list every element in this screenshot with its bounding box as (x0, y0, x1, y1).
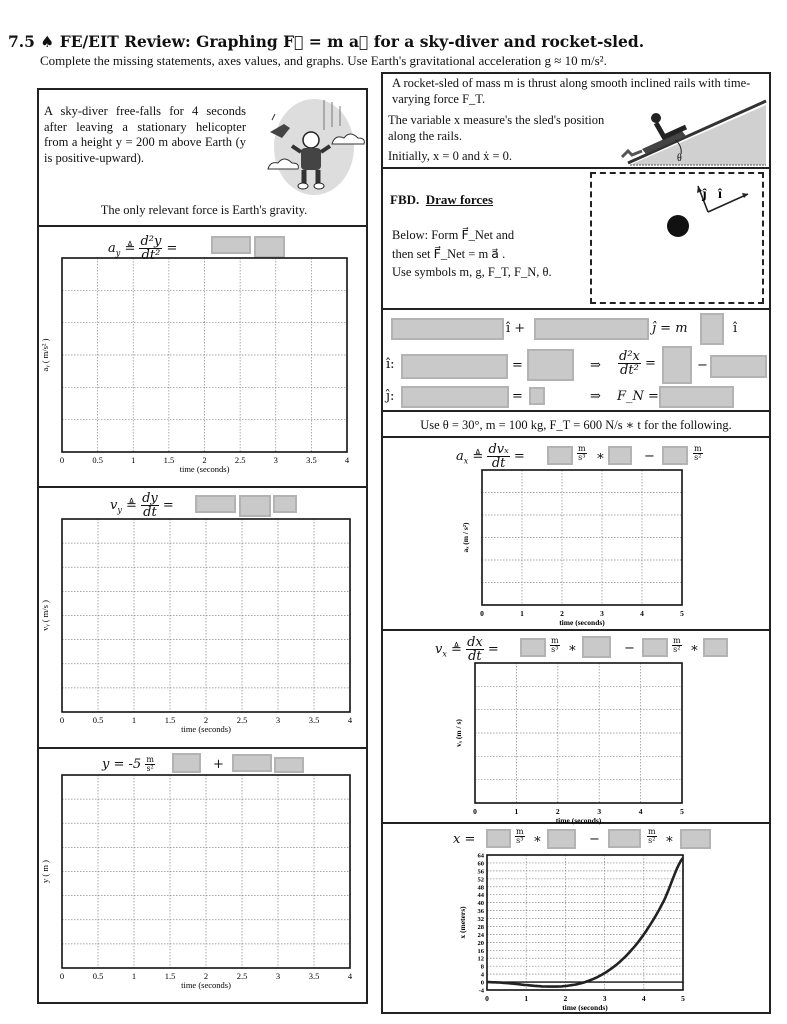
x-axis-label: time (seconds) (181, 724, 231, 734)
x-tick-label: 3.5 (308, 971, 320, 981)
times-sign: ∗ (533, 832, 542, 847)
divider (381, 436, 771, 438)
fbd-line-2: then set F⃗_Net = m a⃗ . (392, 247, 506, 261)
vy-formula: $v_y$ ≜ $\frac{dy}{dt}$ = (110, 491, 174, 520)
y-tick-label: 56 (477, 868, 484, 876)
y-tick-label: 60 (477, 860, 484, 868)
minus-sign: − (589, 832, 600, 847)
divider (37, 225, 368, 227)
x-tick-label: 3 (600, 609, 604, 618)
theta-label: θ (677, 153, 682, 164)
data-point (682, 857, 684, 859)
svg-text:î: î (718, 187, 722, 202)
answer-blank[interactable] (710, 355, 767, 378)
answer-blank[interactable] (534, 318, 649, 340)
fbd-line-3: Use symbols m, g, F_T, F_N, θ. (392, 265, 552, 279)
plot-frame (487, 855, 683, 990)
x-tick-label: 2 (560, 609, 564, 618)
x-tick-label: 3.5 (308, 715, 320, 725)
vx-formula: $v_x$ ≜ $\frac{dx}{dt}$ = (435, 635, 499, 664)
answer-blank[interactable] (642, 638, 668, 657)
x-tick-label: 0.5 (92, 455, 103, 465)
fbd-heading: FBD. Draw forces (390, 192, 494, 207)
j-component-label: ĵ: (386, 389, 395, 404)
answer-blank[interactable] (211, 236, 251, 254)
implies-arrow: ⇒ (590, 389, 601, 404)
answer-blank[interactable] (662, 446, 688, 465)
x-tick-label: 2 (202, 455, 207, 465)
x-tick-label: 2 (563, 994, 568, 1003)
x-tick-label: 4 (347, 971, 353, 981)
data-point (584, 981, 586, 983)
y-axis-label: y ( m ) (40, 860, 50, 883)
minus-sign: − (624, 641, 635, 656)
answer-blank[interactable] (486, 829, 511, 848)
x-tick-label: 4 (641, 994, 646, 1003)
answer-blank[interactable] (391, 318, 504, 340)
x-tick-label: 4 (344, 455, 350, 465)
skydiver-description: A sky-diver free-falls for 4 seconds after leaving a stationary helicopter from a height y = 200 m above Earth (y is positive-upward). (44, 104, 246, 165)
x-tick-label: 5 (681, 994, 685, 1003)
y-axis-label: vₓ (m / s) (454, 719, 463, 747)
data-point (525, 984, 527, 986)
vx-graph[interactable] (445, 658, 696, 831)
y-tick-label: 4 (480, 971, 484, 979)
answer-blank[interactable] (527, 349, 574, 381)
vy-graph[interactable] (32, 514, 364, 740)
ax-formula: $a_x$ ≜ $\frac{\text{dvₓ}}{dt}$ = (456, 442, 525, 471)
answer-blank[interactable] (608, 446, 632, 465)
force-note: The only relevant force is Earth's gravity. (100, 203, 308, 217)
y-tick-label: 8 (480, 963, 484, 971)
y-formula: y = -5 $\frac{m}{\text{s²}}$ (102, 755, 154, 773)
y-tick-label: 28 (477, 923, 484, 931)
x-tick-label: 2.5 (234, 455, 246, 465)
divider (37, 486, 368, 488)
x-tick-label: 1 (524, 994, 529, 1003)
problem-number: 7.5 (8, 32, 35, 51)
second-derivative: $\frac{\text{d²x}}{\text{dt²}}$ = (619, 349, 656, 378)
x-tick-label: 0 (59, 971, 65, 981)
x-tick-label: 0 (59, 715, 65, 725)
data-point (623, 957, 625, 959)
y-graph[interactable] (32, 770, 364, 996)
i-hat: î (733, 321, 738, 336)
y-axis-label: aᵧ ( m/s² ) (40, 338, 50, 372)
answer-blank[interactable] (520, 638, 546, 657)
answer-blank[interactable] (273, 495, 297, 513)
divider (381, 308, 771, 310)
data-point (565, 985, 567, 987)
x-tick-label: 1.5 (164, 971, 176, 981)
instructions: Complete the missing statements, axes values, and graphs. Use Earth's gravitational acceleration g ≈ 10 m/s². (40, 53, 607, 68)
plus-sign: + (213, 757, 224, 772)
y-tick-label: 52 (477, 876, 484, 884)
ay-graph[interactable] (32, 253, 361, 480)
x-tick-label: 1 (131, 971, 137, 981)
x-tick-label: 0 (473, 807, 477, 816)
sled-particle (667, 215, 689, 237)
answer-blank[interactable] (529, 387, 545, 405)
answer-blank[interactable] (547, 829, 576, 849)
x-tick-label: 4 (347, 715, 353, 725)
x-tick-label: 3 (597, 807, 602, 816)
x-tick-label: 4 (638, 807, 643, 816)
i-component-label: î: (386, 357, 395, 372)
x-tick-label: 2 (203, 715, 209, 725)
x-tick-label: 3 (275, 971, 281, 981)
i-hat-plus: î + (506, 321, 526, 336)
minus-sign: − (697, 358, 708, 373)
y-tick-label: 12 (477, 955, 484, 963)
answer-blank[interactable] (700, 313, 724, 345)
x-position-chart (452, 850, 697, 1018)
minus-sign: − (644, 449, 655, 464)
ay-formula: $a_y$ ≜ $\frac{\text{d²y}}{\text{dt²}}$ = (108, 234, 178, 263)
answer-blank[interactable] (662, 346, 692, 384)
answer-blank[interactable] (195, 495, 236, 513)
x-axis-label: time (seconds) (559, 618, 605, 627)
ax-graph[interactable] (452, 465, 696, 633)
answer-blank[interactable] (401, 354, 508, 379)
answer-blank[interactable] (582, 636, 611, 658)
sled-description-1: A rocket-sled of mass m is thrust along smooth inclined rails with time-varying force F_T. (392, 76, 751, 106)
equals-sign: = (512, 358, 523, 373)
x-axis-label: time (seconds) (562, 1003, 608, 1012)
x-tick-label: 1 (514, 807, 519, 816)
data-point (643, 934, 645, 936)
answer-blank[interactable] (401, 386, 509, 408)
x-formula: x = (453, 832, 476, 847)
x-tick-label: 2.5 (236, 715, 248, 725)
x-tick-label: 3.5 (306, 455, 317, 465)
x-tick-label: 0 (485, 994, 489, 1003)
problem-title (8, 32, 644, 51)
sled-description-2: The variable x measure's the sled's position along the rails. (388, 113, 605, 143)
skydiver-illustration (262, 92, 366, 197)
draw-forces-label: Draw forces (425, 192, 494, 207)
incline-illustration (620, 95, 770, 167)
x-tick-label: 0.5 (92, 971, 104, 981)
svg-text:ĵ: ĵ (702, 187, 707, 202)
data-point (506, 982, 508, 984)
x-tick-label: 0 (480, 609, 484, 618)
fbd-line-1: Below: Form F⃗_Net and (392, 228, 515, 242)
y-tick-label: 32 (477, 916, 484, 924)
answer-blank[interactable] (547, 446, 573, 465)
times-sign: ∗ (665, 832, 674, 847)
times-sign: ∗ (596, 449, 605, 464)
j-hat-equals-m: ĵ = m (652, 321, 688, 336)
y-axis-label: x (meters) (458, 906, 467, 939)
axes-icon (690, 176, 760, 218)
x-axis-label: time (seconds) (181, 980, 231, 990)
x-tick-label: 5 (680, 609, 684, 618)
data-point (663, 901, 665, 903)
x-tick-label: 2 (555, 807, 560, 816)
answer-blank[interactable] (608, 829, 641, 848)
x-tick-label: 0.5 (92, 715, 104, 725)
x-axis-label: time (seconds) (555, 816, 602, 825)
sled-description-3: Initially, x = 0 and ẋ = 0. (388, 149, 513, 163)
y-axis-label: vᵧ ( m/s ) (40, 600, 50, 631)
y-tick-label: 0 (480, 979, 484, 987)
y-tick-label: 36 (477, 908, 484, 916)
x-tick-label: 1 (131, 715, 137, 725)
data-point (486, 981, 488, 983)
x-tick-label: 2 (203, 971, 209, 981)
normal-force-label: F_N = (617, 389, 659, 404)
times-sign: ∗ (568, 641, 577, 656)
equals-sign: = (512, 389, 523, 404)
divider (381, 167, 771, 169)
data-point (604, 972, 606, 974)
divider (381, 410, 771, 412)
data-point (545, 986, 547, 988)
y-tick-label: 64 (477, 852, 484, 860)
series-line-0 (487, 858, 683, 987)
implies-arrow: ⇒ (590, 358, 601, 373)
x-tick-label: 0 (59, 455, 65, 465)
x-tick-label: 1.5 (164, 715, 176, 725)
y-tick-label: 24 (477, 931, 484, 939)
answer-blank[interactable] (680, 829, 711, 849)
y-tick-label: 48 (477, 884, 484, 892)
y-tick-label: 16 (477, 947, 484, 955)
answer-blank[interactable] (659, 386, 734, 408)
x-axis-label: time (seconds) (179, 464, 230, 474)
times-sign: ∗ (690, 641, 699, 656)
x-tick-label: 1.5 (163, 455, 175, 465)
x-tick-label: 3 (273, 455, 278, 465)
answer-blank[interactable] (703, 638, 728, 657)
x-tick-label: 1 (131, 455, 136, 465)
y-tick-label: 20 (477, 939, 484, 947)
x-tick-label: 5 (680, 807, 684, 816)
y-tick-label: -4 (478, 987, 484, 995)
title-text: FE/EIT Review: Graphing F⃗ = m a⃗ for a sky-diver and rocket-sled. (59, 32, 645, 51)
x-tick-label: 4 (640, 609, 644, 618)
x-tick-label: 1 (520, 609, 524, 618)
divider (37, 747, 368, 749)
x-tick-label: 2.5 (236, 971, 248, 981)
y-tick-label: 44 (477, 892, 484, 900)
y-tick-label: 40 (477, 900, 484, 908)
x-tick-label: 3 (602, 994, 607, 1003)
y-axis-label: aₓ (m / s²) (461, 522, 470, 553)
x-tick-label: 3 (275, 715, 281, 725)
given-values: Use θ = 30°, m = 100 kg, F_T = 600 N/s ∗ t for the following. (420, 418, 732, 432)
spade-icon: ♠ (40, 32, 55, 51)
